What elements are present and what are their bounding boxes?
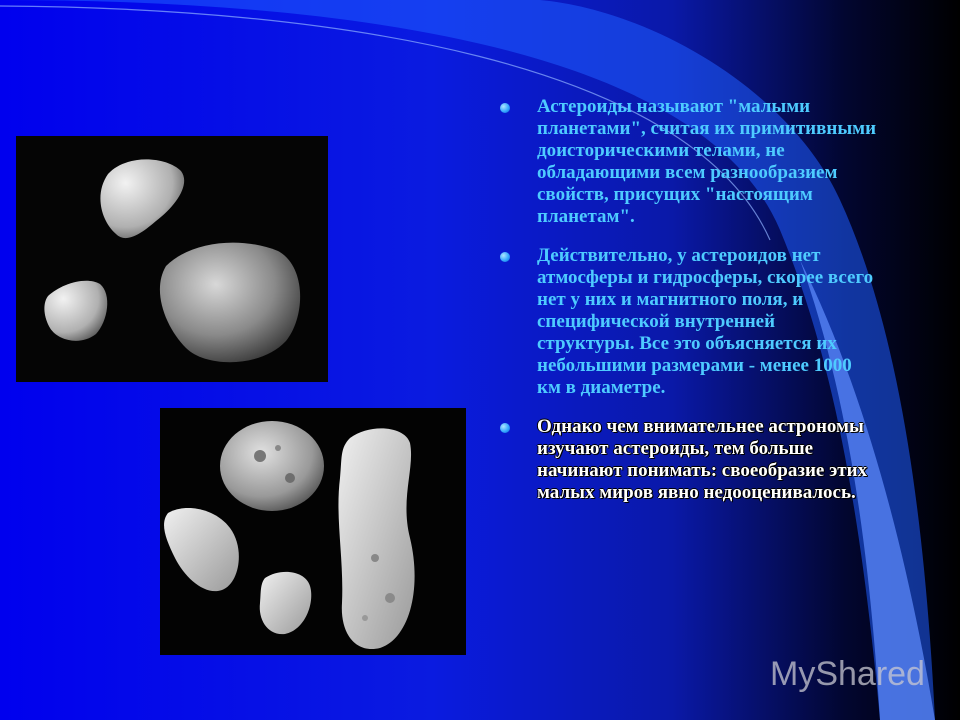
bullet-item [497, 245, 877, 399]
bullet-text: Действительно, у астероидов нет атмосферы и гидросферы, скорее всего нет у них и магнитного поля, и специфической внутренней структуры. Все это объясняется их небольшими размерами - менее 1000 км в диаметре. [537, 245, 874, 398]
bullet-dot-icon [500, 252, 510, 262]
bullet-dot-icon [500, 103, 510, 113]
bullet-text: Однако чем внимательнее астрономы изучают астероиды, тем больше начинают понимать: своеобразие этих малых миров явно недооценивалось. [537, 416, 868, 503]
bullet-dot-icon [500, 423, 510, 433]
bullet-item [497, 96, 877, 228]
bullet-list [497, 96, 877, 521]
bullet-text: Астероиды называют "малыми планетами", считая их примитивными доисторическими телами, не обладающими всем разнообразием свойств, присущих "настоящим планетам". [537, 96, 877, 227]
asteroids-photo-top [16, 136, 328, 382]
bullet-item [497, 416, 877, 504]
asteroids-photo-bottom [160, 408, 466, 655]
watermark: MyShared [770, 655, 925, 693]
